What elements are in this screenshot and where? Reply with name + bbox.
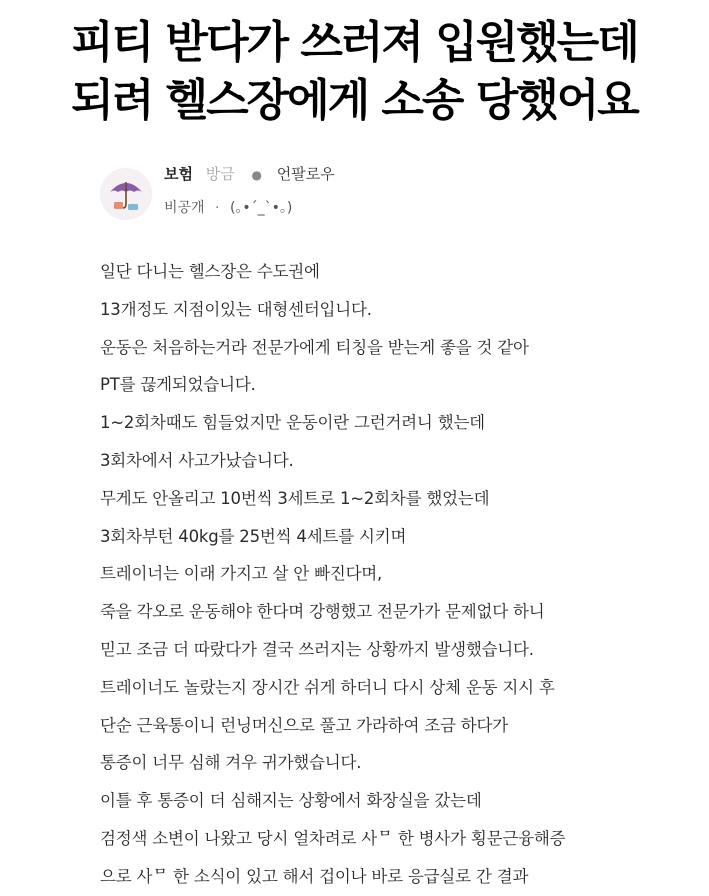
body-line: 무게도 안올리고 10번씩 3세트로 1~2회차를 했었는데 <box>100 488 490 508</box>
separator-dot: ● <box>251 168 263 182</box>
emoticon: (｡•ˊ_ˋ•｡) <box>229 200 293 216</box>
author-name[interactable]: 보험 <box>164 165 193 183</box>
body-line: 검정색 소변이 나왔고 당시 얼차려로 사ᄆ 한 병사가 횡문근융해증 <box>100 828 566 848</box>
body-line: 13개정도 지점이있는 대형센터입니다. <box>100 299 372 319</box>
visibility-label: 비공개 <box>164 200 205 216</box>
body-line: 3회차에서 사고가났습니다. <box>100 450 294 470</box>
body-line: 믿고 조금 더 따랐다가 결국 쓰러지는 상황까지 발생했습니다. <box>100 639 534 659</box>
headline-line-2: 되려 헬스장에게 소송 당했어요 <box>71 75 638 126</box>
body-line: 운동은 처음하는거라 전문가에게 티칭을 받는게 좋을 것 같아 <box>100 337 529 357</box>
body-line: 트레이너는 이래 가지고 살 안 빠진다며, <box>100 564 383 584</box>
headline-line-1: 피티 받다가 쓰러져 입원했는데 <box>71 17 638 68</box>
body-line: 으로 사ᄆ 한 소식이 있고 해서 겁이나 바로 응급실로 간 결과 <box>100 866 529 886</box>
body-line: 1~2회차때도 힘들었지만 운동이란 그런거려니 했는데 <box>100 413 485 433</box>
body-line: 일단 다니는 헬스장은 수도권에 <box>100 262 320 281</box>
body-line: 3회차부턴 40kg를 25번씩 4세트를 시키며 <box>100 526 407 546</box>
headline <box>0 14 709 130</box>
post-header <box>100 158 660 228</box>
body-line: 통증이 너무 심해 겨우 귀가했습니다. <box>100 753 362 773</box>
avatar[interactable] <box>100 168 152 220</box>
post-time: 방금 <box>205 165 235 183</box>
body-line: 이틀 후 통증이 더 심해지는 상황에서 화장실을 갔는데 <box>100 791 482 811</box>
body-line: PT를 끊게되었습니다. <box>100 375 256 395</box>
unfollow-button[interactable]: 언팔로우 <box>276 165 335 183</box>
body-line: 트레이너도 놀랐는지 장시간 쉬게 하더니 다시 상체 운동 지시 후 <box>100 677 555 697</box>
umbrella-icon <box>100 168 152 220</box>
author-row <box>164 164 335 185</box>
body-line: 단순 근육통이니 런닝머신으로 풀고 가라하여 조금 하다가 <box>100 715 509 735</box>
body-line: 죽을 각오로 운동해야 한다며 강행했고 전문가가 문제없다 하니 <box>100 602 545 622</box>
meta-row <box>164 198 292 218</box>
post-body <box>100 253 680 896</box>
meta-separator: · <box>215 200 220 216</box>
